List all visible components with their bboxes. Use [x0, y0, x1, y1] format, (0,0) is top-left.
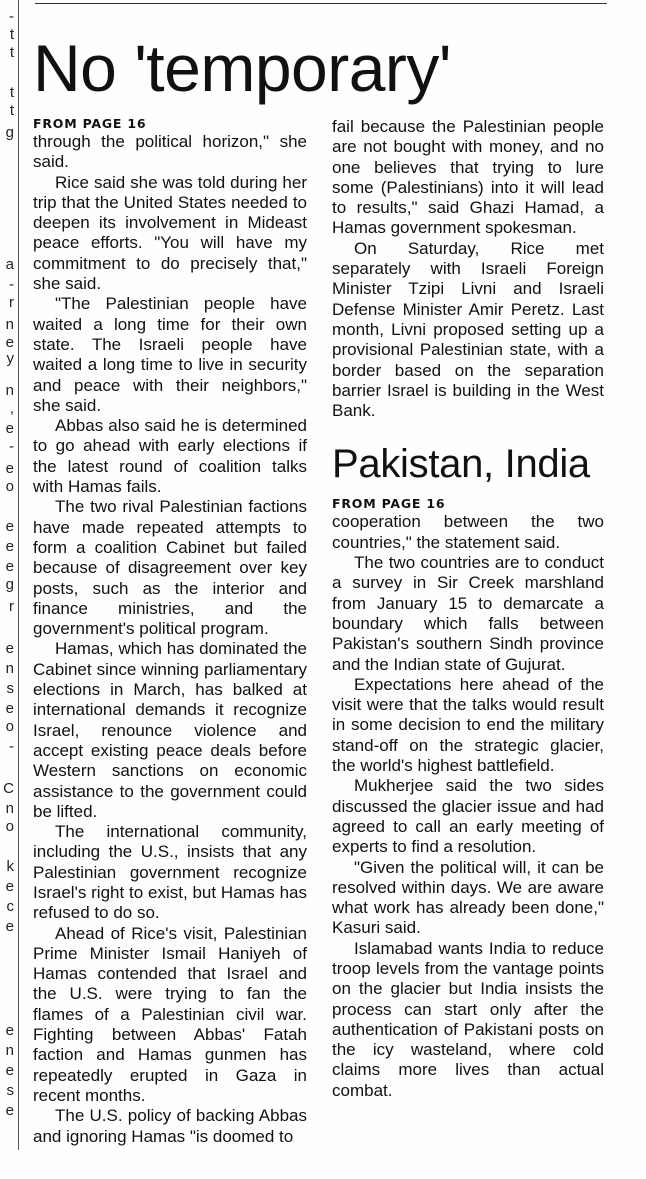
article1-left-column [33, 115, 307, 1147]
edge-fragment: - [9, 738, 14, 755]
edge-fragment: y [6, 350, 14, 367]
paragraph: Islamabad wants India to reduce troop levels from the vantage points on the glacier but India insists the process can start only after the authentication of Pakistani posts on the icy wasteland, where cold claims more lives than actual combat. [332, 938, 604, 1100]
edge-fragment: n [5, 382, 14, 399]
from-page-label: FROM PAGE 16 [332, 496, 446, 512]
paragraph: Hamas, which has dominated the Cabinet since winning parliamentary elections in March, has balked at international demands it recognize Israel, renounce violence and accept existing peace deals before Western sanctions on economic assistance to the government could be lifted. [33, 639, 307, 821]
from-page-label: FROM PAGE 16 [33, 116, 147, 131]
edge-fragment: t [9, 26, 14, 43]
edge-fragment: o [5, 478, 14, 495]
paragraph: cooperation between the two countries," the statement said. [332, 512, 604, 552]
paragraph: The two countries are to conduct a survey in Sir Creek marshland from January 15 to demarcate a boundary which falls between Pakistan's southern Sindh province and the Indian state of Gujurat. [332, 553, 604, 674]
edge-fragment: o [5, 818, 14, 835]
edge-fragment: a [5, 256, 14, 273]
edge-fragment: e [5, 700, 14, 717]
edge-fragment: r [9, 294, 14, 311]
edge-fragment: n [5, 660, 14, 677]
edge-fragment: - [9, 438, 14, 455]
edge-fragment: g [5, 576, 14, 593]
edge-fragment: g [5, 124, 14, 141]
edge-fragment: e [5, 1022, 14, 1039]
article-headline-pakistan-india: Pakistan, India [332, 442, 590, 487]
article-headline-no-temporary: No 'temporary' [33, 31, 452, 105]
edge-fragment: C [3, 780, 14, 797]
edge-fragment: n [5, 800, 14, 817]
paragraph: "The Palestinian people have waited a long time for their own state. The Israeli people have waited a long time to live in security and peace with their neighbors," she said. [33, 294, 307, 415]
paragraph: "Given the political will, it can be resolved within days. We are aware what work has already been done," Kasuri said. [332, 857, 604, 938]
edge-fragment: e [5, 1062, 14, 1079]
paragraph: The international community, including the U.S., insists that any Palestinian government recognize Israel's right to exist, but Hamas has refused to do so. [33, 822, 307, 923]
edge-fragment: s [6, 1082, 14, 1099]
right-column [332, 117, 604, 1101]
edge-fragment: t [9, 102, 14, 119]
top-rule [35, 3, 607, 4]
paragraph: through the political horizon," she said. [33, 132, 307, 172]
edge-fragment: - [9, 8, 14, 25]
edge-fragment: e [5, 558, 14, 575]
adjacent-column-fragments [0, 0, 14, 1150]
edge-fragment: e [5, 334, 14, 351]
paragraph: The U.S. policy of backing Abbas and ignoring Hamas "is doomed to [33, 1106, 307, 1146]
edge-fragment: - [9, 276, 14, 293]
edge-fragment: e [5, 1102, 14, 1119]
column-divider-rule [18, 0, 19, 1150]
edge-fragment: e [5, 878, 14, 895]
paragraph: The two rival Palestinian factions have made repeated attempts to form a coalition Cabinet but failed because of disagreement over key posts, such as the interior and finance ministries, and the government's political program. [33, 497, 307, 639]
edge-fragment: n [5, 1042, 14, 1059]
paragraph: Rice said she was told during her trip that the United States needed to deepen its involvement in Mideast peace efforts. "You will have my commitment to do precisely that," she said. [33, 172, 307, 294]
paragraph: Abbas also said he is determined to go ahead with early elections if the latest round of coalition talks with Hamas fails. [33, 416, 307, 497]
edge-fragment: e [5, 518, 14, 535]
edge-fragment: s [6, 680, 14, 697]
paragraph: Expectations here ahead of the visit were that the talks would result in some decision to end the military stand-off on the strategic glacier, the world's highest battlefield. [332, 674, 604, 776]
paragraph: fail because the Palestinian people are not bought with money, and no one believes that trying to lure some (Palestinians) into it will lead to results," said Ghazi Hamad, a Hamas government spokesman. [332, 117, 604, 238]
edge-fragment: t [9, 44, 14, 61]
edge-fragment: o [5, 718, 14, 735]
edge-fragment: e [5, 460, 14, 477]
edge-fragment: , [9, 400, 14, 417]
edge-fragment: r [9, 598, 14, 615]
paragraph: Mukherjee said the two sides discussed the glacier issue and had agreed to call an early meeting of experts to find a resolution. [332, 776, 604, 857]
paragraph: On Saturday, Rice met separately with Israeli Foreign Minister Tzipi Livni and Israeli Defense Minister Amir Peretz. Last month, Livni proposed setting up a provisional Palestinian state, with a border based on the separation barrier Israel is building in the West Bank. [332, 238, 604, 421]
edge-fragment: k [6, 858, 14, 875]
edge-fragment: e [5, 918, 14, 935]
edge-fragment: e [5, 420, 14, 437]
paragraph: Ahead of Rice's visit, Palestinian Prime Minister Ismail Haniyeh of Hamas contended that Israel and the U.S. were trying to fan the flames of a Palestinian civil war. Fighting between Abbas' Fatah faction and Hamas gunmen has repeatedly erupted in Gaza in recent months. [33, 923, 307, 1105]
edge-fragment: e [5, 640, 14, 657]
edge-fragment: n [5, 316, 14, 333]
edge-fragment: c [6, 898, 14, 915]
edge-fragment: e [5, 538, 14, 555]
edge-fragment: t [9, 84, 14, 101]
